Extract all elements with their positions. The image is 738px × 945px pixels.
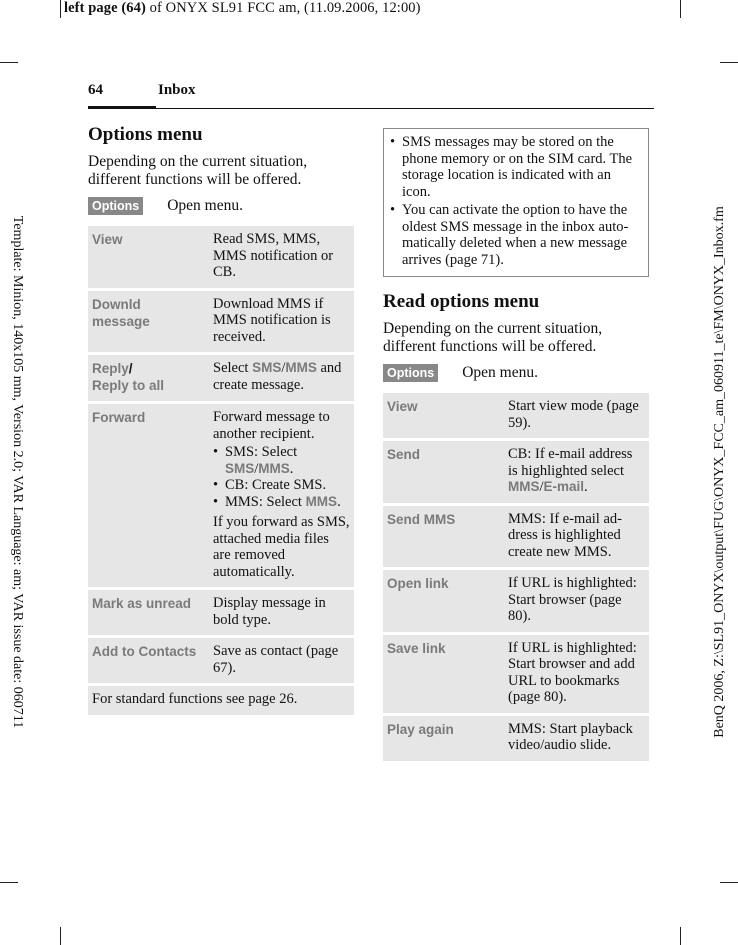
option-key-reply: Reply bbox=[92, 361, 129, 376]
softkey-description: Open menu. bbox=[462, 364, 538, 381]
page-number: 64 bbox=[88, 82, 103, 98]
table-row bbox=[383, 393, 649, 438]
forward-bullets bbox=[213, 444, 350, 510]
crop-mark bbox=[680, 0, 681, 18]
table-row bbox=[383, 716, 649, 761]
list-item: • SMS messages may be stored on the phone memory or on the SIM card. The storage location is indicated with an icon. bbox=[390, 134, 642, 200]
crop-mark bbox=[680, 927, 681, 945]
bullet-sep: / bbox=[254, 460, 259, 477]
option-desc bbox=[209, 355, 354, 401]
option-key: View bbox=[88, 226, 209, 288]
read-options-table bbox=[383, 390, 649, 764]
crop-mark bbox=[720, 882, 738, 883]
header-rule bbox=[156, 108, 654, 109]
print-header bbox=[64, 0, 421, 17]
header-rule-thick bbox=[88, 106, 156, 109]
option-key-sep: / bbox=[128, 361, 133, 376]
table-row bbox=[88, 638, 354, 683]
option-key-line1: Downld message bbox=[92, 296, 150, 329]
option-desc bbox=[209, 404, 354, 587]
forward-note: If you forward as SMS, attached media files are removed automatically. bbox=[213, 514, 350, 580]
option-key: Save link bbox=[383, 635, 504, 713]
options-softkey: Options bbox=[383, 364, 438, 382]
right-column bbox=[383, 128, 649, 764]
bullet-end: . bbox=[337, 493, 341, 510]
option-desc: Start view mode (page 59). bbox=[504, 393, 649, 438]
left-column bbox=[88, 124, 354, 718]
mms-key: MMS bbox=[258, 460, 290, 476]
crop-mark bbox=[60, 0, 61, 18]
table-row bbox=[383, 506, 649, 568]
option-key: Open link bbox=[383, 570, 504, 632]
table-row bbox=[88, 355, 354, 401]
option-desc bbox=[504, 441, 649, 503]
section-title: Inbox bbox=[158, 82, 196, 98]
option-key: View bbox=[383, 393, 504, 438]
email-key: E-mail bbox=[543, 479, 585, 494]
template-info: Template: Minion, 140x105 mm, Version 2.0; VAR Language: am; VAR issue date: 060711 bbox=[10, 215, 25, 729]
mms-key: MMS bbox=[305, 493, 338, 509]
option-key: Mark as unread bbox=[88, 590, 209, 635]
sms-key: SMS bbox=[252, 360, 282, 375]
list-item: • You can activate the option to have the oldest SMS message in the inbox auto-matically deleted when a new message arrives (page 71). bbox=[390, 202, 642, 268]
options-intro: Depending on the current situation, different functions will be offered. bbox=[88, 153, 308, 188]
note-list bbox=[390, 134, 642, 268]
desc-text: . bbox=[584, 479, 588, 495]
desc-text: Forward message to another recipient. bbox=[213, 409, 330, 442]
option-key: Forward bbox=[88, 404, 209, 587]
file-path: BenQ 2006, Z:\SL91_ONYX\output\FUG\ONYX_FCC_am_060911_te\FM\ONYX_Inbox.fm bbox=[712, 206, 727, 738]
crop-mark bbox=[0, 882, 18, 883]
standard-functions-note: For standard functions see page 26. bbox=[88, 686, 354, 715]
option-desc: If URL is highlighted: Start browser and add URL to bookmarks (page 80). bbox=[504, 635, 649, 713]
softkey-line bbox=[383, 364, 649, 382]
options-menu-heading: Options menu bbox=[88, 124, 203, 145]
mms-key: MMS bbox=[285, 360, 317, 375]
sms-key: SMS bbox=[225, 460, 255, 476]
option-desc: Read SMS, MMS, MMS notification or CB. bbox=[209, 226, 354, 288]
desc-text: and create message. bbox=[213, 360, 342, 393]
table-row bbox=[88, 226, 354, 288]
table-row bbox=[383, 570, 649, 632]
desc-sep: / bbox=[281, 360, 286, 376]
softkey-description: Open menu. bbox=[167, 197, 243, 214]
option-desc: Save as contact (page 67). bbox=[209, 638, 354, 683]
option-key bbox=[88, 355, 209, 401]
option-desc: MMS: Start playback video/audio slide. bbox=[504, 716, 649, 761]
softkey-line bbox=[88, 197, 354, 215]
list-item bbox=[213, 444, 350, 477]
read-options-intro: Depending on the current situation, different functions will be offered. bbox=[383, 320, 603, 355]
table-row bbox=[88, 590, 354, 635]
note-box bbox=[383, 128, 649, 277]
print-header-page: left page (64) bbox=[64, 0, 146, 16]
crop-mark bbox=[60, 927, 61, 945]
table-row bbox=[88, 291, 354, 353]
bullet-end: . bbox=[289, 460, 294, 477]
option-key: Send MMS bbox=[383, 506, 504, 568]
option-key bbox=[88, 291, 209, 353]
crop-mark bbox=[0, 62, 18, 63]
bullet-text: SMS: Select bbox=[225, 444, 298, 460]
option-desc: Download MMS if MMS notification is received. bbox=[209, 291, 354, 353]
table-row bbox=[383, 635, 649, 713]
desc-sep: / bbox=[539, 479, 544, 495]
desc-text: Select bbox=[213, 360, 253, 376]
print-header-info: of ONYX SL91 FCC am, (11.09.2006, 12:00) bbox=[145, 0, 421, 16]
bullet-text: MMS: Select bbox=[225, 493, 306, 510]
list-item bbox=[213, 494, 350, 511]
table-row bbox=[383, 441, 649, 503]
option-desc: Display message in bold type. bbox=[209, 590, 354, 635]
option-key: Send bbox=[383, 441, 504, 503]
mms-key: MMS bbox=[508, 479, 540, 494]
desc-text: CB: If e-mail address is highlighted select bbox=[508, 446, 633, 479]
list-item: • CB: Create SMS. bbox=[213, 477, 350, 494]
table-row bbox=[88, 404, 354, 587]
option-desc: If URL is highlighted: Start browser (page 80). bbox=[504, 570, 649, 632]
crop-mark bbox=[720, 62, 738, 63]
options-table bbox=[88, 223, 354, 718]
read-options-heading: Read options menu bbox=[383, 291, 540, 312]
option-key-reply-all: Reply to all bbox=[92, 378, 165, 393]
option-key: Play again bbox=[383, 716, 504, 761]
option-key: Add to Contacts bbox=[88, 638, 209, 683]
table-row bbox=[88, 686, 354, 715]
options-softkey: Options bbox=[88, 197, 143, 215]
option-desc: MMS: If e-mail ad-dress is highlighted create new MMS. bbox=[504, 506, 649, 568]
